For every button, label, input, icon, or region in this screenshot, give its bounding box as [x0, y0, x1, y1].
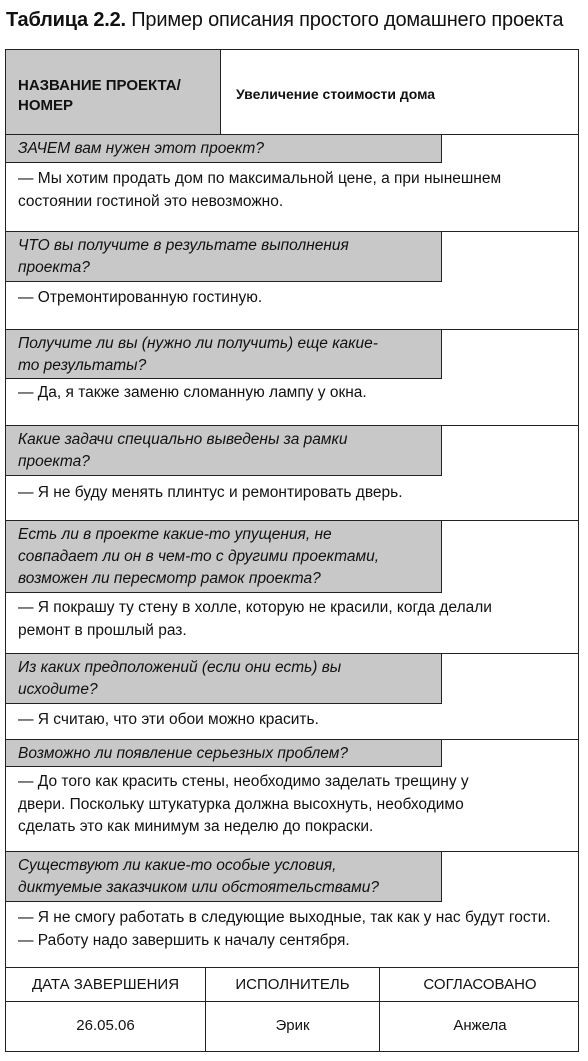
answer-text-line: — Работу надо завершить к началу сентября. [18, 931, 350, 949]
question-cell [6, 521, 442, 593]
project-name-label: НАЗВАНИЕ ПРОЕКТА/ НОМЕР [18, 77, 181, 114]
question-cell [6, 330, 442, 379]
question-section [6, 135, 578, 232]
question-cell [6, 852, 442, 902]
question-text-line: проекта? [18, 453, 90, 470]
answer-text-line: двери. Поскольку штукатурка должна высохнуть, необходимо [18, 795, 464, 813]
answer-text-line: — Да, я также заменю сломанную лампу у окна. [18, 384, 367, 401]
question-section [6, 330, 578, 426]
answer-text-line: — Я не буду менять плинтус и ремонтировать дверь. [18, 484, 403, 501]
question-text-line: Получите ли вы (нужно ли получить) еще какие- [18, 335, 378, 352]
question-section [6, 232, 578, 330]
answer-text [18, 482, 572, 505]
question-text-line: то результаты? [18, 357, 147, 374]
footer-value-approved: Анжела [379, 1002, 579, 1052]
question-text-line: Возможно ли появление серьезных проблем? [18, 745, 348, 762]
question-text-line: Из каких предположений (если они есть) вы [18, 659, 342, 676]
question-cell [6, 740, 442, 767]
question-cell [6, 135, 442, 163]
answer-text-line: состоянии гостиной это невозможно. [18, 192, 284, 210]
question-text-line: Есть ли в проекте какие-то упущения, не [18, 526, 332, 543]
project-name-label-cell [6, 50, 221, 134]
answer-text [18, 168, 572, 213]
footer-header-row [6, 968, 578, 1002]
question-text-line: исходите? [18, 681, 98, 698]
project-description-table [5, 49, 579, 1052]
footer-header-date: ДАТА ЗАВЕРШЕНИЯ [31, 976, 180, 993]
caption-number: Таблица 2.2. [6, 9, 126, 31]
question-section [6, 852, 578, 968]
question-section [6, 521, 578, 654]
question-text-line: диктуемые заказчиком или обстоятельствами? [18, 879, 379, 896]
answer-text [18, 709, 572, 732]
project-name-value: Увеличение стоимости дома [236, 86, 436, 102]
table-caption [6, 7, 563, 33]
question-section [6, 740, 578, 852]
footer-value-executor: Эрик [205, 1002, 379, 1052]
question-cell [6, 426, 442, 476]
answer-text-line: — Отремонтированную гостиную. [18, 289, 263, 306]
question-text-line: Какие задачи специально выведены за рамки [18, 431, 348, 448]
question-text-line: возможен ли пересмотр рамок проекта? [18, 570, 321, 587]
footer-header-approved: СОГЛАСОВАНО [379, 968, 579, 1001]
answer-text-line: — Я покрашу ту стену в холле, которую не красили, когда делали [18, 599, 492, 616]
question-text-line: проекта? [18, 259, 90, 276]
question-cell [6, 232, 442, 282]
footer-header-executor: ИСПОЛНИТЕЛЬ [205, 968, 379, 1001]
project-name-row [6, 50, 578, 135]
question-section [6, 426, 578, 521]
caption-title: Пример описания простого домашнего проекта [131, 9, 564, 31]
question-text-line: совпадает ли он в чем-то с другими проектами, [18, 548, 379, 565]
question-cell [6, 654, 442, 704]
answer-text [18, 771, 572, 839]
question-text-line: ЧТО вы получите в результате выполнения [18, 237, 349, 254]
answer-text-line: — До того как красить стены, необходимо заделать трещину у [18, 773, 469, 790]
answer-text [18, 907, 572, 952]
answer-text [18, 597, 572, 642]
answer-text-line: — Я не смогу работать в следующие выходные, так как у нас будут гости. [18, 909, 551, 926]
answer-text-line: — Я считаю, что эти обои можно красить. [18, 711, 319, 728]
question-text-line: Существуют ли какие-то особые условия, [18, 857, 337, 874]
question-text-line: ЗАЧЕМ вам нужен этот проект? [18, 140, 264, 157]
answer-text-line: сделать это как минимум за неделю до покраски. [18, 818, 374, 835]
answer-text [18, 382, 572, 405]
answer-text [18, 287, 572, 310]
footer-value-row [6, 1002, 578, 1052]
footer-value-date: 26.05.06 [76, 1017, 135, 1034]
answer-text-line: ремонт в прошлый раз. [18, 621, 187, 639]
question-section [6, 654, 578, 740]
answer-text-line: — Мы хотим продать дом по максимальной цене, а при нынешнем [18, 170, 502, 187]
